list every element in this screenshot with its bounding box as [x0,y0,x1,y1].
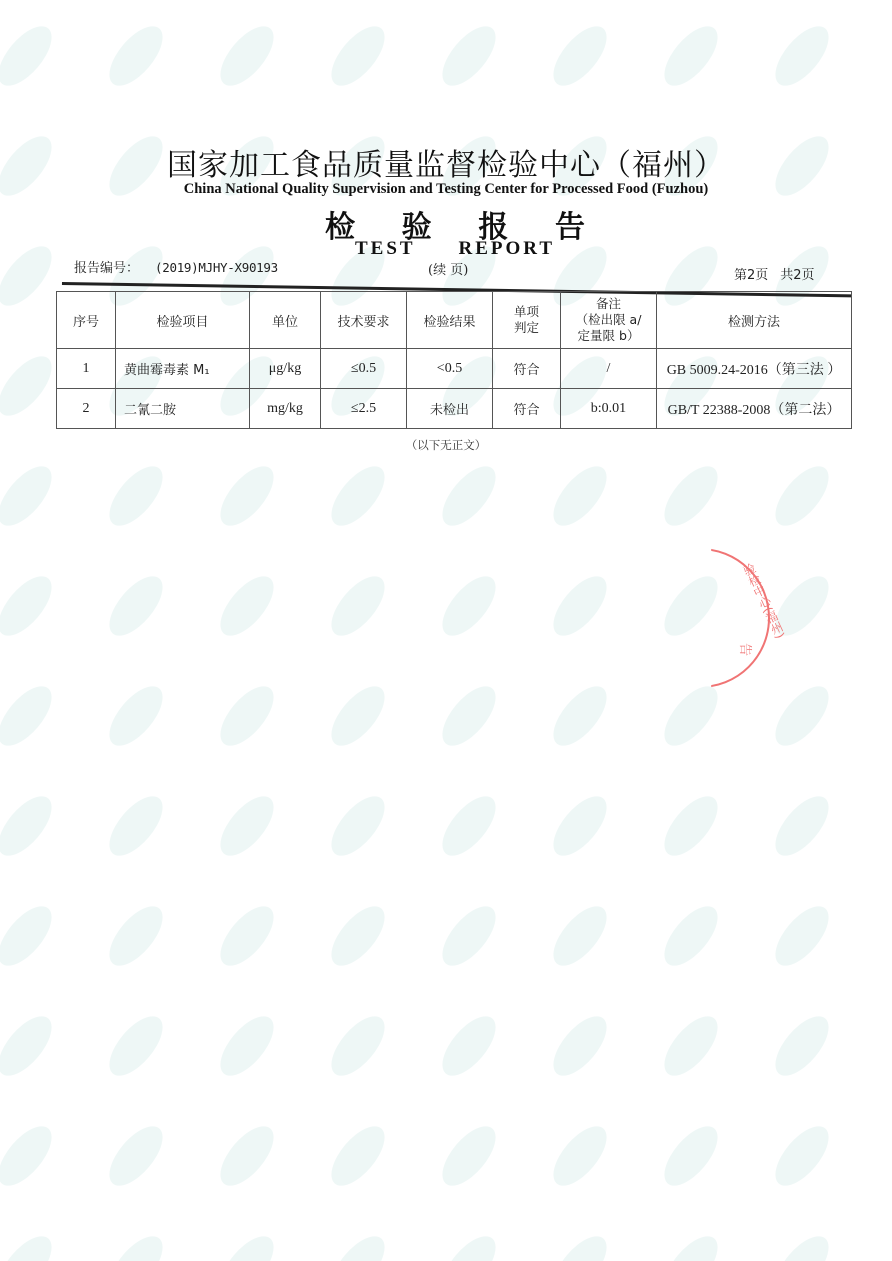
watermark-oval-icon [211,1007,283,1084]
table-header-row [57,292,852,349]
cell-unit: mg/kg [250,389,321,429]
page-current: 第2页 [734,268,769,283]
watermark-oval-icon [766,1117,838,1194]
report-number-label: 报告编号： [74,261,140,276]
watermark-oval-icon [0,237,61,314]
col-header-result: 检验结果 [407,292,493,349]
seal-text: 验检中心(福州) [740,561,788,641]
watermark-oval-icon [433,677,505,754]
report-title-en [355,238,555,260]
watermark-oval-icon [655,787,727,864]
report-number [74,257,278,276]
seal-char: 告 [737,642,753,657]
col-header-no: 序号 [57,292,116,349]
cell-no: 2 [57,389,116,429]
col-header-item: 检验项目 [116,292,250,349]
watermark-oval-icon [100,1117,172,1194]
watermark-oval-icon [766,897,838,974]
watermark-oval-icon [100,17,172,94]
cell-method: GB/T 22388-2008（第二法） [657,389,852,429]
watermark-oval-icon [433,17,505,94]
watermark-oval-icon [0,1007,61,1084]
watermark-oval-icon [211,1227,283,1261]
watermark-oval-icon [766,677,838,754]
watermark-oval-icon [544,897,616,974]
cell-item: 黄曲霉毒素 M₁ [116,349,250,389]
watermark-oval-icon [100,457,172,534]
cell-item: 二氰二胺 [116,389,250,429]
table-row [57,349,852,389]
results-table [56,291,852,429]
watermark-oval-icon [766,1007,838,1084]
page-total: 共2页 [780,268,815,283]
col-header-remarks-line: 备注 [595,296,621,311]
watermark-oval-icon [0,17,61,94]
watermark-oval-icon [655,677,727,754]
watermark-oval-icon [766,17,838,94]
col-header-judgement [493,292,561,349]
watermark-oval-icon [433,457,505,534]
watermark-oval-icon [322,17,394,94]
cell-result: 未检出 [407,389,493,429]
col-header-judgement-line: 单项 [513,304,539,319]
continuation-label: (续 页) [428,263,469,278]
cell-remarks: / [561,349,657,389]
watermark-oval-icon [211,677,283,754]
col-header-remarks-line: （检出限 a/ [575,312,642,327]
organization-name-en: China National Quality Supervision and Testing Center for Processed Food (Fuzhou) [183,181,709,197]
watermark-oval-icon [0,457,61,534]
watermark-oval-icon [211,1117,283,1194]
watermark-oval-icon [100,677,172,754]
watermark-oval-icon [433,567,505,644]
watermark-oval-icon [0,787,61,864]
watermark-oval-icon [100,787,172,864]
watermark-oval-icon [544,1117,616,1194]
watermark-oval-icon [0,1117,61,1194]
watermark-oval-icon [655,1227,727,1261]
title-char: 验 [401,210,432,245]
watermark-oval-icon [655,897,727,974]
watermark-oval-icon [322,1007,394,1084]
table-row [57,389,852,429]
watermark-oval-icon [766,787,838,864]
watermark-oval-icon [322,457,394,534]
cell-judgement: 符合 [493,389,561,429]
watermark-oval-icon [322,567,394,644]
watermark-oval-icon [544,1227,616,1261]
watermark-oval-icon [322,787,394,864]
watermark-oval-icon [0,1227,61,1261]
watermark-oval-icon [322,677,394,754]
cell-requirement: ≤2.5 [321,389,407,429]
report-number-value: (2019)MJHY-X90193 [155,260,278,275]
watermark-oval-icon [544,17,616,94]
watermark-oval-icon [322,897,394,974]
watermark-oval-icon [433,1227,505,1261]
watermark-oval-icon [433,1117,505,1194]
watermark-oval-icon [544,787,616,864]
col-header-requirement: 技术要求 [321,292,407,349]
page-indicator [734,264,815,283]
watermark-oval-icon [211,567,283,644]
watermark-oval-icon [0,897,61,974]
cell-unit: μg/kg [250,349,321,389]
col-header-remarks-line: 定量限 b） [577,328,640,343]
watermark-oval-icon [0,567,61,644]
cell-remarks: b:0.01 [561,389,657,429]
watermark-oval-icon [655,457,727,534]
watermark-oval-icon [766,1227,838,1261]
watermark-oval-icon [433,787,505,864]
watermark-oval-icon [0,677,61,754]
watermark-oval-icon [0,347,61,424]
organization-name-cn: 国家加工食品质量监督检验中心（福州） [167,148,725,183]
watermark-oval-icon [655,1007,727,1084]
watermark-oval-icon [211,457,283,534]
watermark-oval-icon [100,567,172,644]
title-char: 报 [478,210,509,245]
watermark-oval-icon [655,17,727,94]
title-word: REPORT [458,238,555,259]
col-header-method: 检测方法 [657,292,852,349]
watermark-oval-icon [211,787,283,864]
col-header-unit: 单位 [250,292,321,349]
cell-requirement: ≤0.5 [321,349,407,389]
watermark-oval-icon [766,457,838,534]
watermark-oval-icon [433,1007,505,1084]
cell-method: GB 5009.24-2016（第三法 ） [657,349,852,389]
watermark-oval-icon [544,567,616,644]
watermark-oval-icon [322,1117,394,1194]
watermark-oval-icon [544,457,616,534]
cell-judgement: 符合 [493,349,561,389]
watermark-oval-icon [544,677,616,754]
watermark-oval-icon [100,1227,172,1261]
watermark-oval-icon [433,897,505,974]
watermark-oval-icon [100,1007,172,1084]
title-char: 检 [325,210,355,245]
end-of-text-note: （以下无正文） [405,438,487,452]
watermark-oval-icon [211,17,283,94]
watermark-oval-icon [655,1117,727,1194]
watermark-oval-icon [211,897,283,974]
cell-result: <0.5 [407,349,493,389]
watermark-oval-icon [322,1227,394,1261]
official-seal [700,548,840,688]
watermark-oval-icon [100,897,172,974]
title-word: TEST [355,238,416,259]
title-char: 告 [554,210,585,245]
watermark-oval-icon [544,1007,616,1084]
col-header-judgement-line: 判定 [513,320,539,335]
cell-no: 1 [57,349,116,389]
col-header-remarks [561,292,657,349]
